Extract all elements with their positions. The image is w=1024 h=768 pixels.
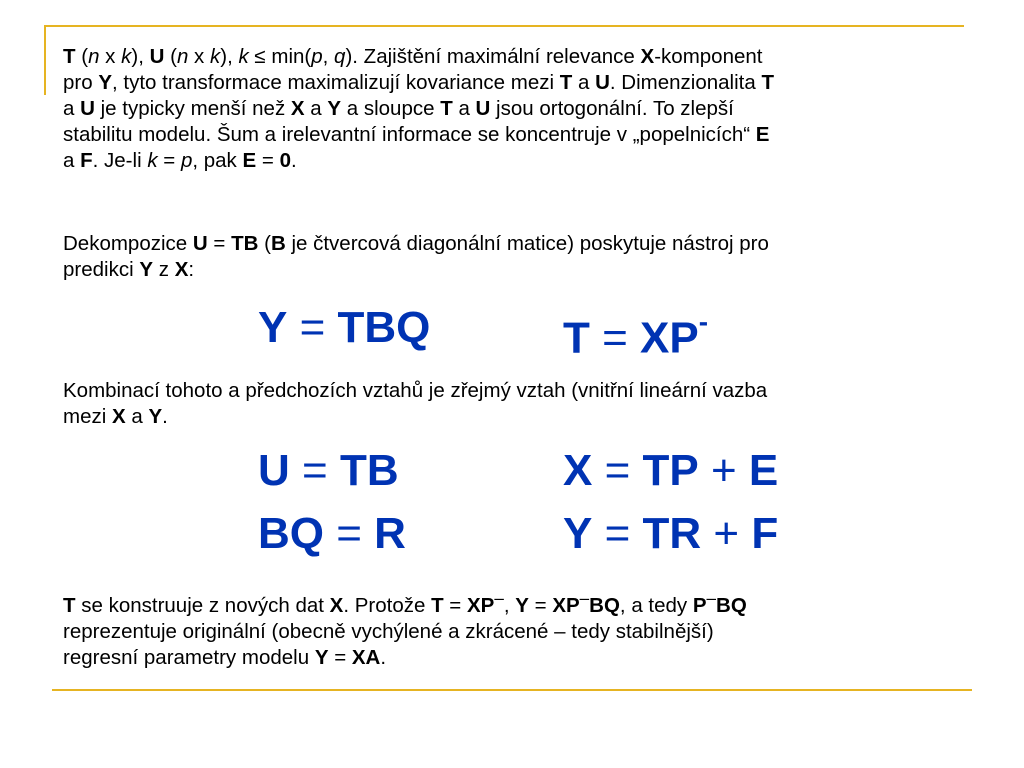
- paragraph-pls-components: T (n x k), U (n x k), k ≤ min(p, q). Zajištění maximální relevance X-komponent pro Y, tyto transformace maximalizují kovariance mezi T a U. Dimenzionalita T a U je typicky menší než X a Y a sloupce T a U jsou ortogonální. To zlepší stabilitu modelu. Šum a irelevantní informace se koncentruje v „popelnicích“ E a F. Je-li k = p, pak E = 0.: [63, 45, 774, 172]
- paragraph-regression-params: T se konstruuje z nových dat X. Protože T = XP–, Y = XP–BQ, a tedy P–BQ reprezentuje originální (obecně vychýlené a zkrácené – tedy stabilnější) regresní parametry modelu Y = XA.: [63, 589, 747, 669]
- equation-t-xp: T = XP-: [563, 306, 709, 363]
- equation-x-tp-e: X = TP + E: [563, 446, 779, 495]
- paragraph-decomposition: Dekompozice U = TB (B je čtvercová diagonální matice) poskytuje nástroj pro predikci Y z X:: [63, 232, 769, 281]
- top-rule: [44, 25, 964, 27]
- equation-y-tr-f: Y = TR + F: [563, 509, 779, 558]
- equation-bq-r: BQ = R: [258, 509, 406, 558]
- bottom-rule: [52, 689, 972, 691]
- equation-y-tbq: Y = TBQ: [258, 303, 431, 352]
- left-rule: [44, 25, 46, 95]
- equation-u-tb: U = TB: [258, 446, 399, 495]
- paragraph-inner-relation: Kombinací tohoto a předchozích vztahů je zřejmý vztah (vnitřní lineární vazba mezi X a Y.: [63, 379, 768, 428]
